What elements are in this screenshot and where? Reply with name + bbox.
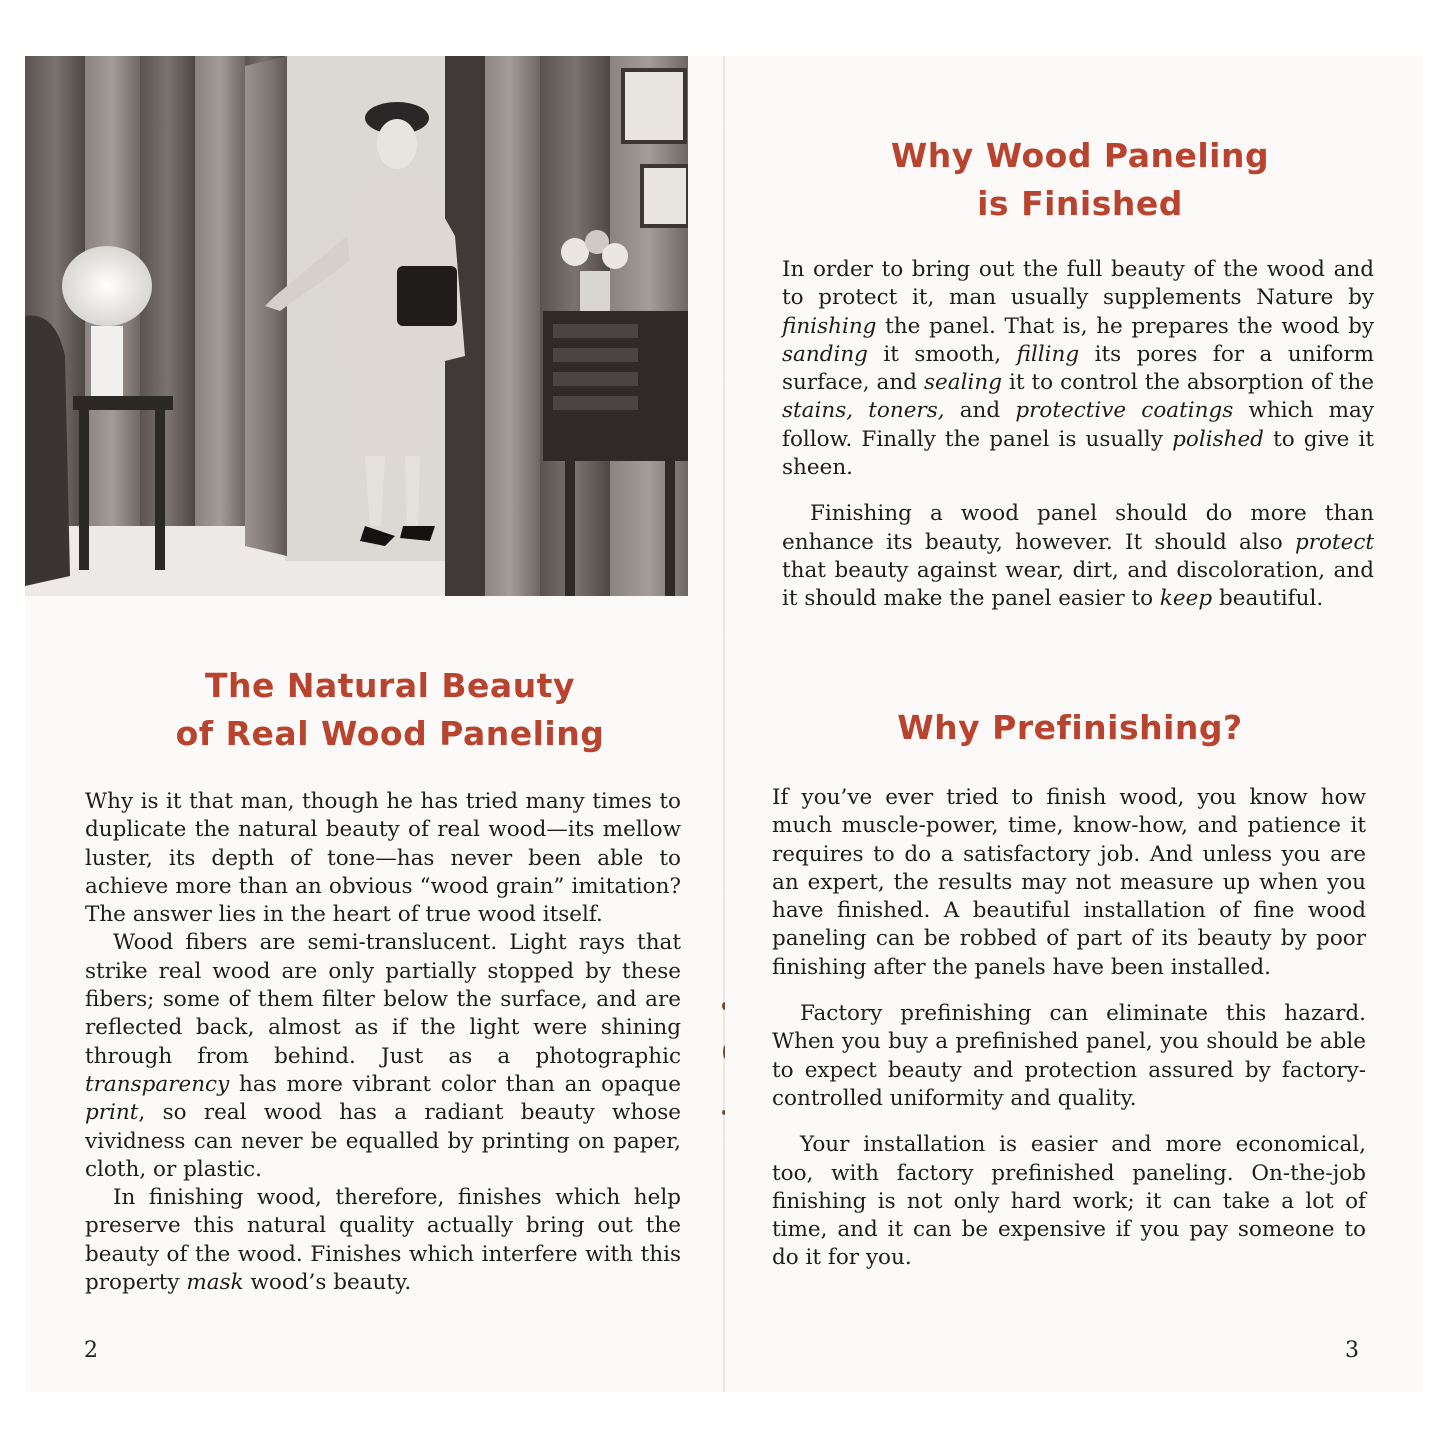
text-run: which may follow. Finally the panel is usually [782,398,1374,452]
heading-line: of Real Wood Paneling [175,714,605,753]
emphasis-text: filling [1016,341,1080,367]
emphasis-text: stains, toners, [782,398,945,424]
paragraph [772,784,1366,982]
emphasis-text: polished [1172,426,1264,452]
text-run: Finishing a wood panel should do more than enhance its beauty, however. It should also [782,501,1374,555]
text-run: In order to bring out the full beauty of the wood and to protect it, man usually supplements Nature by [782,257,1374,311]
text-run: has more vibrant color than an opaque [229,1071,681,1097]
paragraph [772,1131,1366,1272]
text-run: In finishing wood, therefore, finishes which help preserve this natural quality actually bring out the beauty of the wood. Finishes which interfere with this property [85,1185,681,1296]
photo-woman-in-paneled-room [25,56,688,596]
text-run: Wood fibers are semi-translucent. Light rays that strike real wood are only partially stopped by these fibers; some of them filter below the surface, and are reflected back, almost as if the light were shining through from behind. Just as a photographic [85,930,681,1069]
emphasis-text: protect [1294,529,1374,555]
text-run: its pores for a uniform surface, and [782,341,1374,396]
emphasis-text: keep [1159,586,1213,612]
paragraph [772,1000,1366,1113]
emphasis-text: mask [186,1270,244,1296]
why-finished-text [782,256,1374,614]
text-run: that beauty against wear, dirt, and discoloration, and it should make the panel easier to [782,557,1374,612]
paragraph [85,1184,681,1297]
emphasis-text: finishing [782,313,877,339]
text-run: it to control the absorption of the [1001,370,1374,396]
emphasis-text: transparency [85,1071,230,1097]
heading-line: Why Wood Paneling [890,136,1270,175]
text-run: Your installation is easier and more economical, too, with factory prefinished paneling. On-the-job finishing is not only hard work; it can take a lot of time, and it can be expensive if you pay someone to do it for you. [772,1132,1366,1271]
paragraph [782,500,1374,613]
emphasis-text: sealing [924,370,1002,396]
text-run: and [944,398,1016,424]
text-run: Factory prefinishing can eliminate this hazard. When you buy a prefinished panel, you should be able to expect beauty and protection assured by factory-controlled uniformity and quality. [772,1001,1366,1111]
paragraph [782,256,1374,482]
right-page [725,56,1423,1392]
text-run: the panel. That is, he prepares the wood by [876,313,1374,339]
heading-why-finished [780,132,1380,228]
heading-why-prefinishing [770,704,1370,752]
paragraph [85,788,681,929]
text-run: it smooth, [867,341,1017,367]
emphasis-text: print [85,1100,139,1126]
text-run: to give it sheen. [782,426,1374,481]
text-run: beautiful. [1212,586,1324,612]
emphasis-text: protective coatings [1015,398,1234,424]
emphasis-text: sanding [782,341,868,367]
heading-line: Why Prefinishing? [897,708,1243,747]
page-number: 2 [84,1338,98,1363]
heading-line: is Finished [977,184,1183,223]
text-run: , so real wood has a radiant beauty whose vividness can never be equalled by printing on paper, cloth, or plastic. [85,1100,681,1182]
heading-natural-beauty [85,662,695,758]
why-prefinishing-text [772,784,1366,1273]
text-run: If you’ve ever tried to finish wood, you know how much muscle-power, time, know-how, and patience it requires to do a satisfactory job. And unless you are an expert, the results may not measure up when you have finished. A beautiful installation of fine wood paneling can be robbed of part of its beauty by poor finishing after the panels have been installed. [772,785,1366,980]
text-run: wood’s beauty. [243,1270,412,1296]
natural-beauty-text [85,788,681,1297]
page-number: 3 [1345,1338,1359,1363]
heading-line: The Natural Beauty [205,666,575,705]
text-run: Why is it that man, though he has tried many times to duplicate the natural beauty of real wood—its mellow luster, its depth of tone—has never been able to achieve more than an obvious “wood grain” imitation? The answer lies in the heart of true wood itself. [85,789,681,928]
left-page [25,56,725,1392]
paragraph [85,929,681,1184]
